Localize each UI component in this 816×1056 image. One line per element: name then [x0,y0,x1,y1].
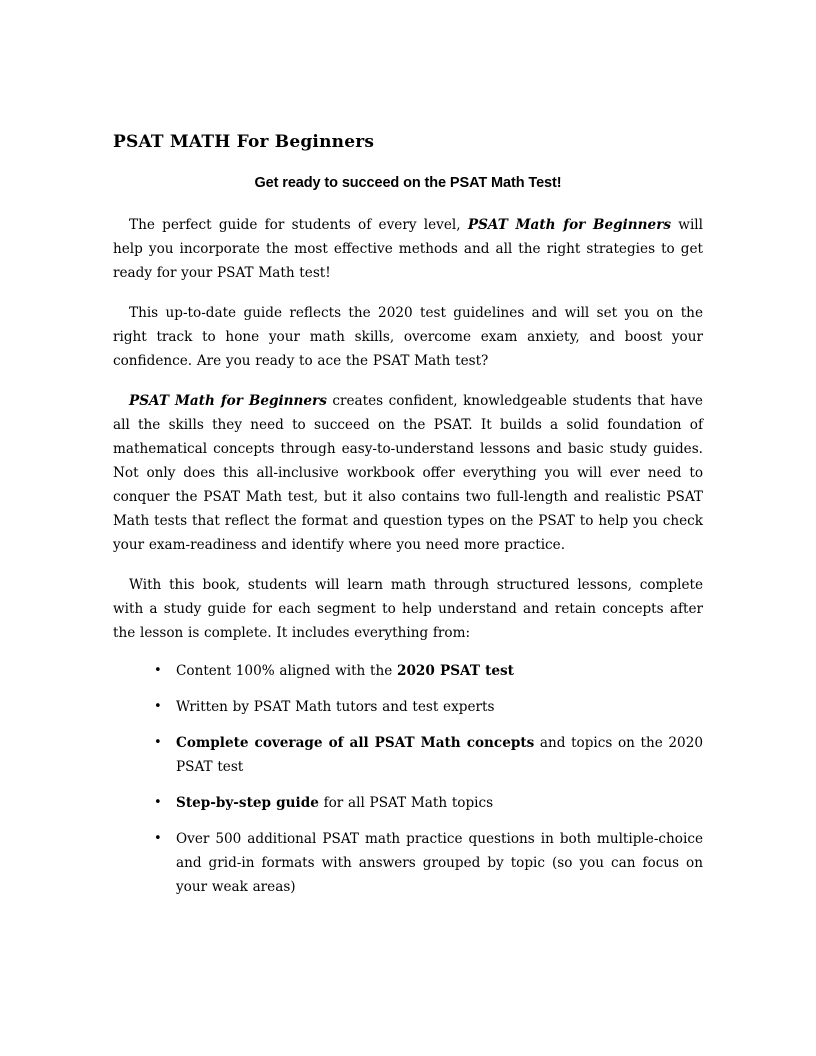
paragraph-2: This up-to-date guide reflects the 2020 test guidelines and will set you on the right track to hone your math skills, overcome exam anxiety, and boost your confidence. Are you ready to ace the PSAT Math test? [113,305,703,369]
list-item-text-after: for all PSAT Math topics [318,795,494,811]
list-item-content [176,731,703,779]
list-item-text-bold: 2020 PSAT test [397,663,514,679]
paragraph-3-book-title: PSAT Math for Beginners [129,393,327,409]
list-item-text-before: Over 500 additional PSAT math practice questions in both multiple-choice and grid-in formats with answers grouped by topic (so you can focus on your weak areas) [176,831,703,895]
list-item-content [176,659,703,683]
list-item [113,827,703,899]
bullet-icon: • [154,795,162,810]
bullet-icon: • [154,663,162,678]
list-item-content [176,695,703,719]
paragraph-3 [113,389,703,557]
list-item-text-before: Content 100% aligned with the [176,663,398,679]
page-subtitle: Get ready to succeed on the PSAT Math Test! [254,175,562,191]
list-item-content [176,791,703,815]
paragraph-1-text-c: will help you incorporate the most effective methods and all the right strategies to get ready for your PSAT Math test! [113,217,703,281]
list-item-content [176,827,703,899]
list-item [113,659,703,683]
list-item-text-bold: Step-by-step guide [176,795,319,811]
list-item [113,791,703,815]
paragraph-1-book-title: PSAT Math for Beginners [467,217,672,233]
list-item [113,731,703,779]
paragraph-1 [113,213,703,285]
list-item-text-bold: Complete coverage of all PSAT Math concepts [176,735,535,751]
paragraph-4: With this book, students will learn math through structured lessons, complete with a study guide for each segment to help understand and retain concepts after the lesson is complete. It includes everything from: [113,577,703,641]
list-item-text-before: Written by PSAT Math tutors and test experts [176,699,495,715]
paragraph-3-text-b: creates confident, knowledgeable students that have all the skills they need to succeed on the PSAT. It builds a solid foundation of mathematical concepts through easy-to-understand lessons and basic study guides. Not only does this all-inclusive workbook offer everything you will ever need to conquer the PSAT Math test, but it also contains two full-length and realistic PSAT Math tests that reflect the format and question types on the PSAT to help you check your exam-readiness and identify where you need more practice. [113,393,703,553]
page-title: PSAT MATH For Beginners [113,132,375,152]
bullet-icon: • [154,831,162,846]
bullet-icon: • [154,699,162,714]
paragraph-1-text-a: The perfect guide for students of every level, [129,217,468,233]
feature-list [113,659,703,899]
bullet-icon: • [154,735,162,750]
document-content [113,131,703,899]
list-item [113,695,703,719]
list-item-text-after: and topics on the 2020 PSAT test [176,735,703,775]
